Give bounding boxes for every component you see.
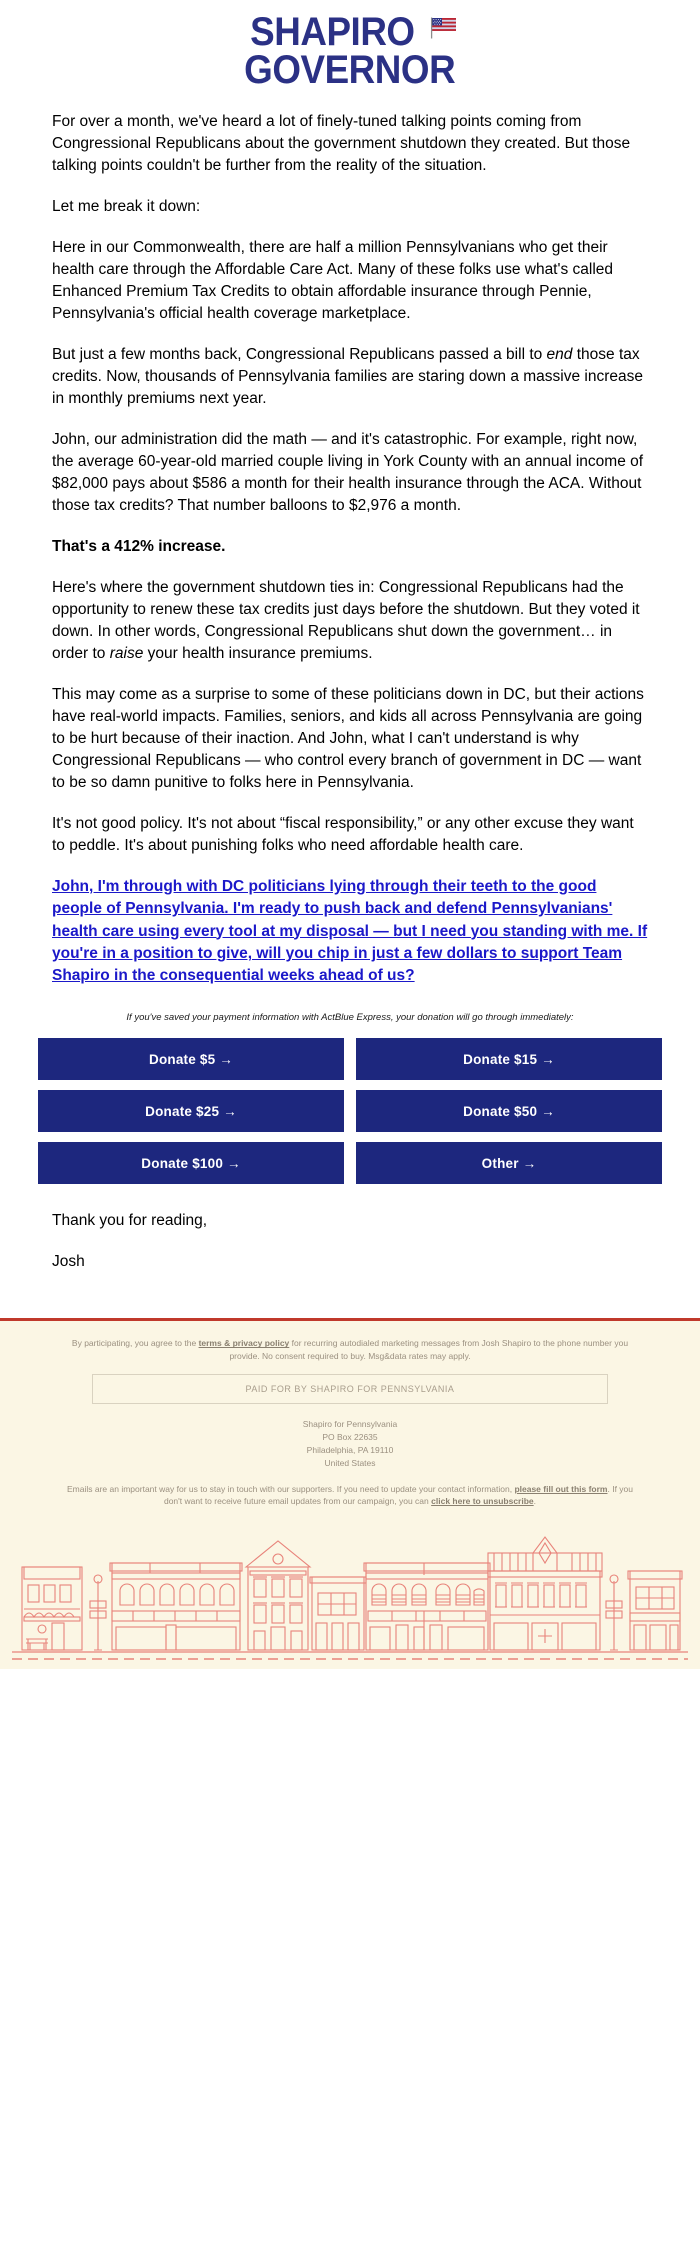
address-line-country: United States [324,1458,376,1469]
donate-button-grid [0,1038,700,1184]
emphasis-end: end [546,345,573,363]
donate-button-100[interactable]: Donate $100 → [38,1142,344,1184]
actblue-express-note: If you've saved your payment information with ActBlue Express, your donation will go through immediately: [126,1011,574,1023]
unsubscribe-link[interactable]: click here to unsubscribe [431,1495,534,1506]
paragraph-not-good-policy: It's not good policy. It's not about “fiscal responsibility,” or any other excuse they want to peddle. It's about punishing folks who need affordable health care. [52,814,634,854]
consent-text-2: for recurring autodialed marketing messages from Josh Shapiro to the phone number you provide. No consent required to buy. Msg&data rates may apply. [229,1338,629,1361]
paragraph-commonwealth: Here in our Commonwealth, there are half a million Pennsylvanians who get their health care through the Affordable Care Act. Many of these folks use what's called Enhanced Premium Tax Credits to obtain affordable insurance through Pennie, Pennsylvania's official health coverage marketplace. [52,238,614,322]
donation-cta-link[interactable]: John, I'm through with DC politicians lying through their teeth to the good people of Pennsylvania. I'm ready to push back and defend Pennsylvanians' health care using every tool at my disposal — but I need you standing with me. If you're in a position to give, will you chip in just a few dollars to support Team Shapiro in the consequential weeks ahead of us? [52,877,648,985]
main-street-illustration [0,1519,700,1669]
update-contact-form-link[interactable]: please fill out this form [514,1483,608,1494]
bottom-spacer [0,1292,700,1318]
paragraph-percent-increase: That's a 412% increase. [52,537,226,555]
text-run-4: your health insurance premiums. [143,644,373,662]
paragraph-real-world-impacts: This may come as a surprise to some of these politicians down in DC, but their actions have real-world impacts. Families, seniors, and kids all across Pennsylvania are going to be hurt because of their inaction. And John, what I can't understand is why Congressional Republicans — who control every branch of government in DC — want to be so damn punitive to folks here in Pennsylvania. [52,685,644,791]
donate-button-25[interactable]: Donate $25 → [38,1090,344,1132]
consent-text-1: By participating, you agree to the [71,1338,199,1349]
terms-privacy-policy-link[interactable]: terms & privacy policy [198,1338,290,1349]
text-run-1: But just a few months back, Congressional Republicans passed a bill to [52,345,547,363]
address-line-pobox: PO Box 22635 [322,1432,378,1443]
signoff-block [0,1210,700,1273]
email-body [0,99,700,1025]
footer-inner [0,1337,700,1507]
unsubscribe-disclaimer [62,1483,638,1508]
text-run-2: those tax credits. Now, thousands of Pennsylvania families are staring down a massive increase in monthly premiums next year. [52,345,644,407]
donate-button-15[interactable]: Donate $15 → [356,1038,662,1080]
signoff-name: Josh [52,1253,85,1271]
donate-button-5[interactable]: Donate $5 → [38,1038,344,1080]
emphasis-raise: raise [109,644,144,662]
unsub-text-3: . [533,1495,537,1506]
logo-text-governor: GOVERNOR [244,47,456,92]
unsub-text-2: . If you don't want to receive future email updates from our campaign, you can [163,1483,633,1506]
address-line-org: Shapiro for Pennsylvania [302,1418,398,1429]
sms-consent-disclaimer [62,1337,638,1362]
paragraph-tax-credits-ended [52,344,648,410]
email-footer [0,1318,700,1669]
unsub-text-1: Emails are an important way for us to stay in touch with our supporters. If you need to update your contact information, [67,1483,515,1494]
donate-button-50[interactable]: Donate $50 → [356,1090,662,1132]
signoff-thanks: Thank you for reading, [52,1212,208,1230]
mailing-address [62,1418,638,1471]
paid-for-disclaimer: PAID FOR BY SHAPIRO FOR PENNSYLVANIA [92,1374,608,1404]
logo-text-shapiro: SHAPIRO [249,10,415,54]
us-flag-icon [427,17,457,43]
text-run-3: Here's where the government shutdown ties in: Congressional Republicans had the opportunity to renew these tax credits just days before the shutdown. But they voted it down. In other words, Congressional Republicans shut down the government… in order to [52,578,640,662]
email-header [0,0,700,99]
paragraph-break-it-down: Let me break it down: [52,197,201,215]
address-line-city: Philadelphia, PA 19110 [306,1445,394,1456]
paragraph-the-math: John, our administration did the math — and it's catastrophic. For example, right now, the average 60-year-old married couple living in York County with an annual income of $82,000 pays about $586 a month for their health insurance through the ACA. Without those tax credits? That number balloons to $2,976 a month. [52,430,644,514]
campaign-logo[interactable] [235,10,464,92]
donate-button-other[interactable]: Other → [356,1142,662,1184]
paragraph-intro: For over a month, we've heard a lot of finely-tuned talking points coming from Congressional Republicans about the government shutdown they created. But those talking points couldn't be further from the reality of the situation. [52,112,631,174]
paragraph-shutdown-ties-in [52,577,648,665]
